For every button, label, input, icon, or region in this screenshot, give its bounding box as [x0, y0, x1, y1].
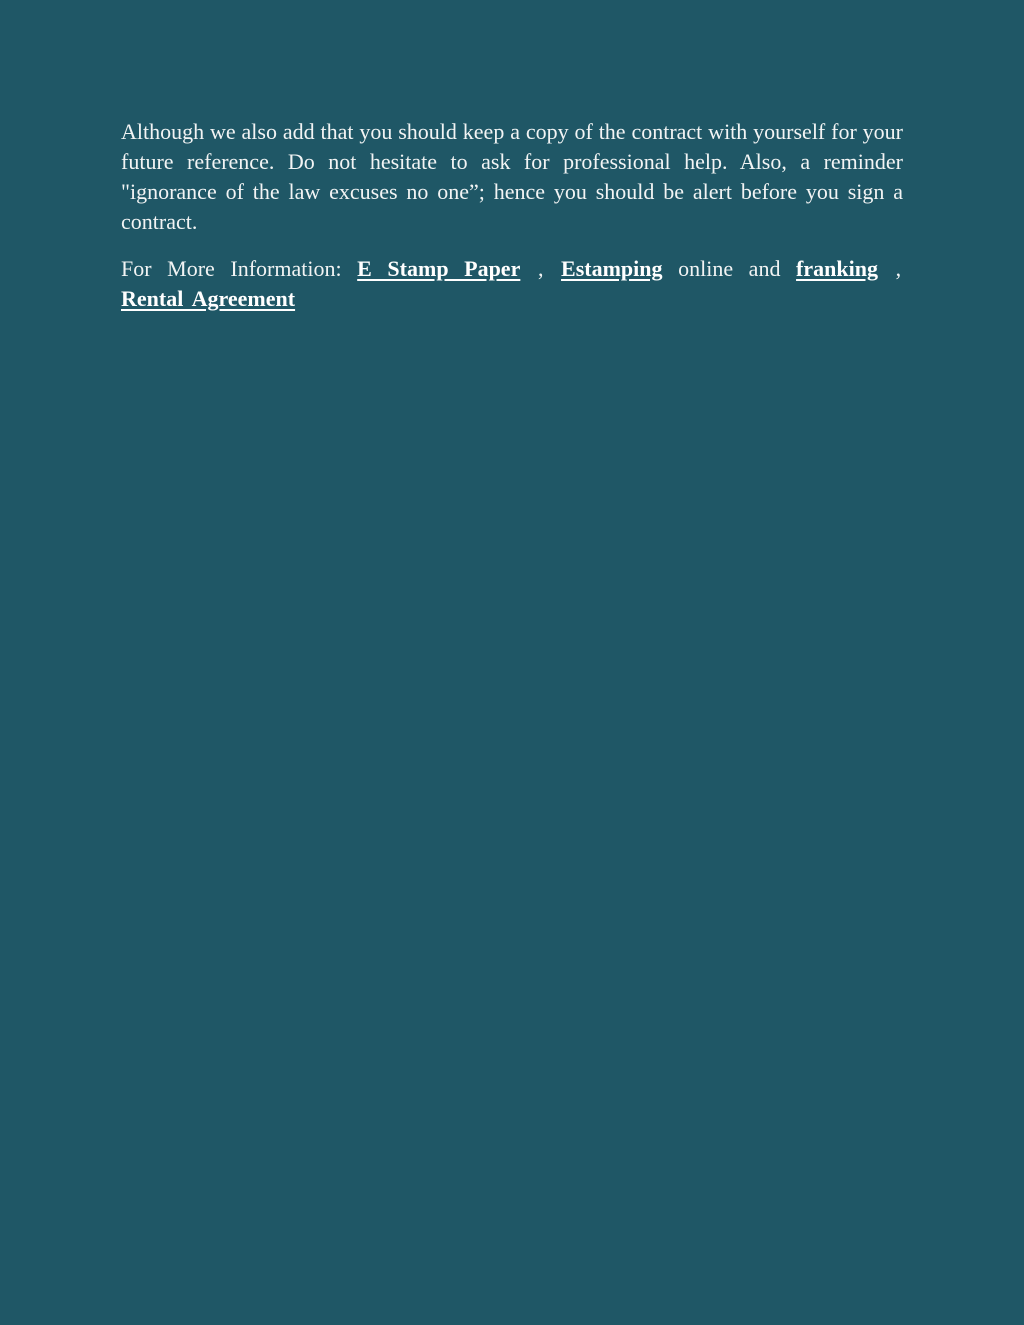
- page-content: [121, 117, 903, 314]
- e-stamp-paper-link[interactable]: E Stamp Paper: [357, 256, 521, 281]
- estamping-link[interactable]: Estamping: [561, 256, 663, 281]
- body-paragraph: Although we also add that you should keep a copy of the contract with yourself for your future reference. Do not hesitate to ask for professional help. Also, a reminder "ignorance of the law excuses no one”; hence you should be alert before you sign a contract.: [121, 119, 903, 234]
- more-information-label: For More Information:: [121, 256, 342, 281]
- rental-agreement-link[interactable]: Rental Agreement: [121, 286, 296, 311]
- online-and-text: online and: [678, 256, 781, 281]
- franking-link[interactable]: franking: [796, 256, 878, 281]
- comma-separator: ,: [895, 256, 902, 281]
- more-information-line: [121, 254, 903, 314]
- comma-separator: ,: [537, 256, 544, 281]
